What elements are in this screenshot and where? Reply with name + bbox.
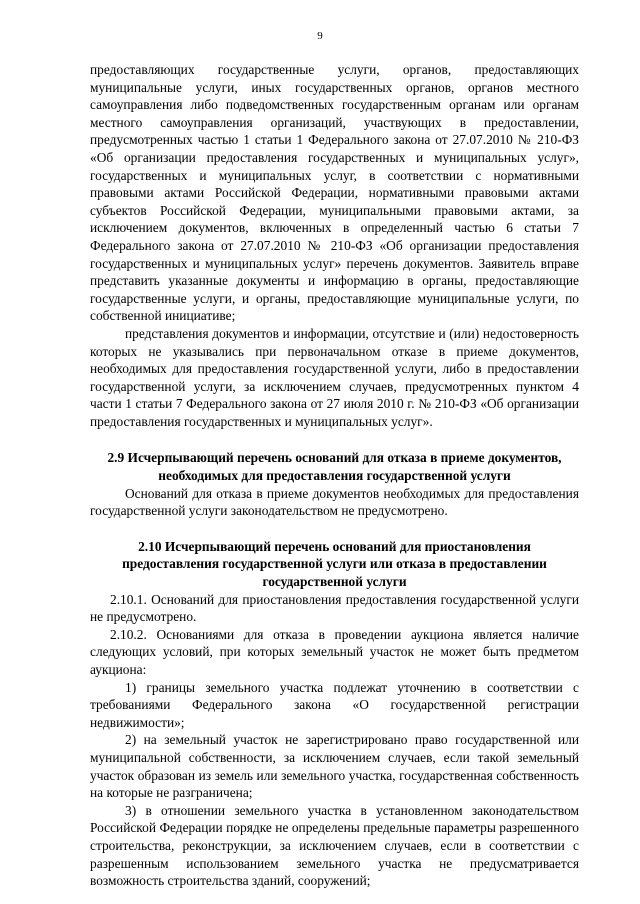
- page-number: 9: [317, 30, 323, 42]
- paragraph-documents-list: предоставляющих государственные услуги, органов, предоставляющих муниципальные услуги, иных государственных органов, органов местного самоуправления либо подведомственных государственным органам или органам местного самоуправления организаций, участвующих в предоставлении, предусмотренных частью 1 статьи 1 Федерального закона от 27.07.2010 № 210-ФЗ «Об организации предоставления государственных и муниципальных услуг», государственных и муниципальных услуг, в соответствии с нормативными правовыми актами Российской Федерации, нормативными правовыми актами субъектов Российской Федерации, муниципальными правовыми актами, за исключением документов, включенных в определенный частью 6 статьи 7 Федерального закона от 27.07.2010 № 210-ФЗ «Об организации предоставления государственных и муниципальных услуг» перечень документов. Заявитель вправе представить указанные документы и информацию в органы, предоставляющие государственные услуги, и органы, предоставляющие муниципальные услуги, по собственной инициативе;: [90, 62, 579, 324]
- section-heading-2-9: 2.9 Исчерпывающий перечень оснований для отказа в приеме документов, необходимых для предоставления государственной услуги: [107, 450, 562, 484]
- list-item-1: 1) границы земельного участка подлежат уточнению в соответствии с требованиями Федерального закона «О государственной регистрации недвижимости»;: [90, 679, 579, 730]
- list-item-2: 2) на земельный участок не зарегистрировано право государственной или муниципальной собственности, за исключением случаев, если такой земельный участок образован из земель или земельного участка, государственная собственность на которые не разграничена;: [90, 732, 579, 801]
- spacer: [90, 520, 579, 538]
- list-item-3: 3) в отношении земельного участка в установленном законодательством Российской Федерации порядке не определены предельные параметры разрешенного строительства, реконструкции, за исключением случаев, если в соответствии с разрешенным использованием земельного участка не предусматривается возможность строительства зданий, сооружений;: [90, 802, 579, 889]
- paragraph-2-10-2: 2.10.2. Основаниями для отказа в проведении аукциона является наличие следующих условий, при которых земельный участок не может быть предметом аукциона:: [90, 626, 579, 677]
- document-body: [90, 61, 579, 890]
- spacer: [90, 430, 579, 449]
- section-heading-2-10: 2.10 Исчерпывающий перечень оснований для приостановления предоставления государственной услуги или отказа в предоставлении государственной услуги: [122, 538, 547, 590]
- paragraph-2-10-1: 2.10.1. Оснований для приостановления предоставления государственной услуги не предусмотрено.: [90, 591, 579, 625]
- paragraph-no-refusal-grounds: Оснований для отказа в приеме документов необходимых для предоставления государственной услуги законодательством не предусмотрено.: [90, 485, 579, 519]
- paragraph-documents-submission: представления документов и информации, отсутствие и (или) недостоверность которых не указывались при первоначальном отказе в приеме документов, необходимых для предоставления государственной услуги, либо в предоставлении государственной услуги, за исключением случаев, предусмотренных пунктом 4 части 1 статьи 7 Федерального закона от 27 июля 2010 г. № 210-ФЗ «Об организации предоставления государственных и муниципальных услуг».: [90, 325, 579, 429]
